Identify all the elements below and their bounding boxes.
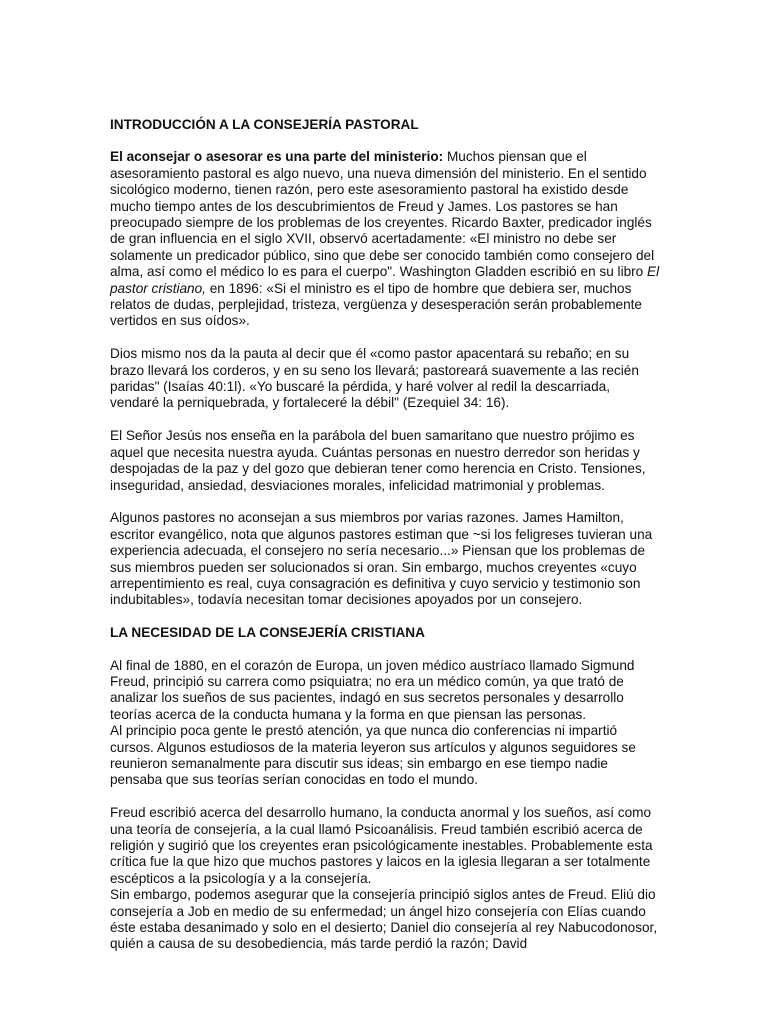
- paragraph-freud-inicio: Al final de 1880, en el corazón de Europa, un joven médico austríaco llamado Sigmund Freud, principió su carrera como psiquiatra; no era un médico común, ya que trató de analizar los sueños de sus pacientes, indagó en sus secretos personales y desarrollo teorías acerca de la conducta humana y la forma en que piensan las personas.: [110, 657, 635, 722]
- paragraph-text: Muchos piensan que el asesoramiento pastoral es algo nuevo, una nueva dimensión del ministerio. En el sentido sicológico moderno, tienen razón, pero este asesoramiento pastoral ha existido desde mucho tiempo antes de los descubrimientos de Freud y James. Los pastores se han preocupado siempre de los problemas de los creyentes. Ricardo Baxter, predicador inglés de gran influencia en el siglo XVII, observó acertadamente: «El ministro no debe ser solamente un predicador público, sino que debe ser conocido también como consejero del alma, así como el médico lo es para el cuerpo". Washington Gladden escribió en su libro: [110, 149, 655, 280]
- paragraph-algunos-pastores: Algunos pastores no aconsejan a sus miembros por varias razones. James Hamilton, escritor evangélico, nota que algunos pastores estiman que ~si los feligreses tuvieran una experiencia adecuada, el consejero no sería necesario...» Piensan que los problemas de sus miembros pueden ser solucionados si oran. Sin embargo, muchos creyentes «cuyo arrepentimiento es real, cuya consagración es definitiva y cuyo servicio y testimonio son indubitables», todavía necesitan tomar decisiones apoyados por un consejero.: [110, 510, 653, 608]
- paragraph-al-principio: Al principio poca gente le prestó atención, ya que nunca dio conferencias ni impartió cursos. Algunos estudiosos de la materia leyeron sus artículos y algunos seguidores se reunieron semanalmente para discutir sus ideas; sin embargo en ese tiempo nadie pensaba que sus teorías serían conocidas en todo el mundo.: [110, 723, 636, 788]
- paragraph-dios-mismo: Dios mismo nos da la pauta al decir que él «como pastor apacentará su rebaño; en su brazo llevará los corderos, y en su seno los llevará; pastoreará suavemente a las recién paridas" (Isaías 40:1l). «Yo buscaré la pérdida, y haré volver al redil la descarriada, vendaré la perniquebrada, y fortaleceré la débil" (Ezequiel 34: 16).: [110, 346, 639, 411]
- section-heading-necesidad: LA NECESIDAD DE LA CONSEJERÍA CRISTIANA: [110, 625, 425, 641]
- paragraph-aconsejar: [110, 149, 662, 329]
- paragraph-sin-embargo: Sin embargo, podemos asegurar que la consejería principió siglos antes de Freud. Eliú dio consejería a Job en medio de su enfermedad; un ángel hizo consejería con Elías cuando éste estaba desanimado y solo en el desierto; Daniel dio consejería al rey Nabucodonosor, quién a causa de su desobediencia, más tarde perdió la razón; David: [110, 887, 658, 952]
- paragraph-text: en 1896: «Si el ministro es el tipo de hombre que debiera ser, muchos relatos de dudas, perplejidad, tristeza, vergüenza y desesperación serán probablemente vertidos en sus oídos».: [110, 280, 642, 329]
- paragraph-freud-escribio: Freud escribió acerca del desarrollo humano, la conducta anormal y los sueños, así como una teoría de consejería, a la cual llamó Psicoanálisis. Freud también escribió acerca de religión y sugirió que los creyentes eran psicológicamente inestables. Probablemente esta crítica fue la que hizo que muchos pastores y laicos en la iglesia llegaran a ser totalmente escépticos a la psicología y a la consejería.: [110, 805, 653, 886]
- paragraph-buen-samaritano: El Señor Jesús nos enseña en la parábola del buen samaritano que nuestro prójimo es aquel que necesita nuestra ayuda. Cuántas personas en nuestro derredor son heridas y despojadas de la paz y del gozo que debieran tener como herencia en Cristo. Tensiones, inseguridad, ansiedad, desviaciones morales, infelicidad matrimonial y problemas.: [110, 428, 646, 493]
- section-heading-introduccion: INTRODUCCIÓN A LA CONSEJERÍA PASTORAL: [110, 117, 419, 132]
- book-title: El pastor cristiano,: [110, 264, 660, 296]
- paragraph-lead: El aconsejar o asesorar es una parte del ministerio:: [110, 149, 444, 165]
- document-page: [110, 117, 662, 953]
